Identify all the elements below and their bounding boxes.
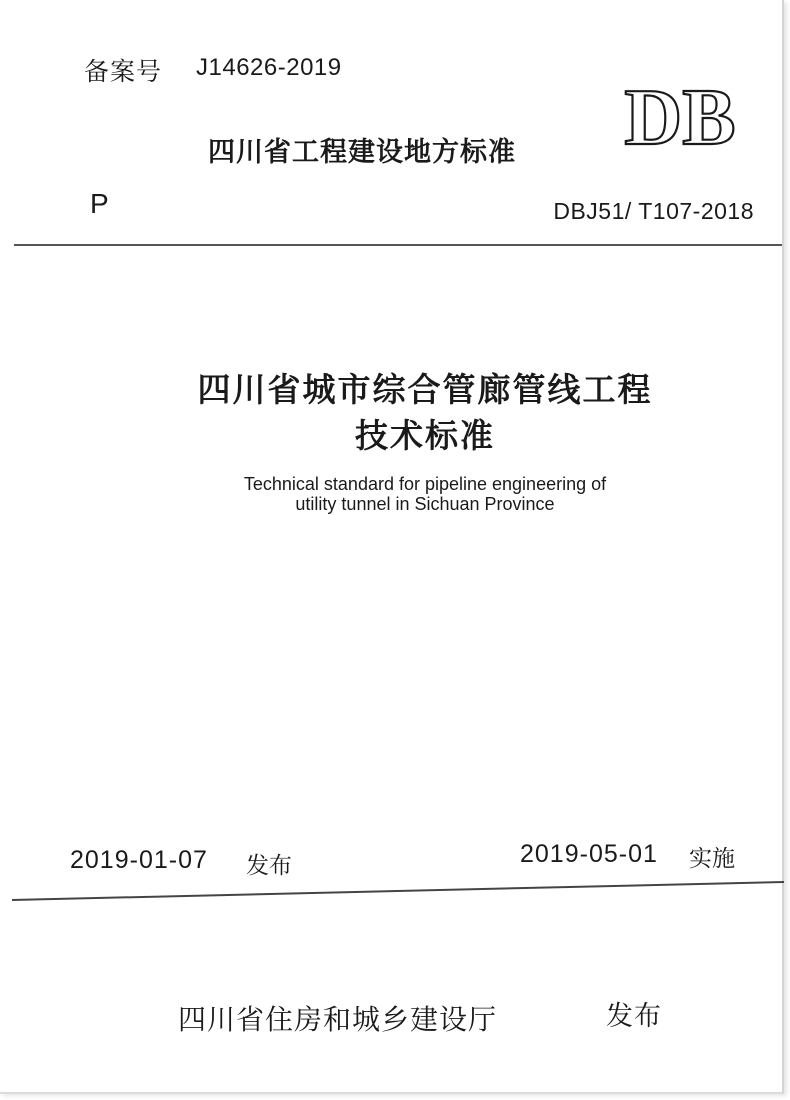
classification-code: P: [90, 188, 109, 219]
document-title-line-2: 技术标准: [355, 416, 495, 455]
db-logo: [600, 78, 760, 152]
bottom-divider: [12, 880, 784, 904]
effective-label: 实施: [689, 846, 735, 872]
issue-label: 发布: [246, 853, 292, 879]
publish-label: 发布: [606, 1001, 662, 1032]
publisher: 四川省住房和城乡建设厅: [178, 1003, 498, 1036]
record-number: J14626-2019: [196, 54, 342, 81]
db-logo-text: DB: [624, 78, 736, 152]
top-divider: [14, 244, 782, 246]
standard-category: 四川省工程建设地方标准: [208, 137, 516, 168]
english-title-line-1: Technical standard for pipeline engineering of: [243, 474, 607, 494]
standard-number: DBJ51/ T107-2018: [553, 198, 754, 224]
english-title-line-2: utility tunnel in Sichuan Province: [295, 494, 555, 514]
document-title-line-1: 四川省城市综合管廊管线工程: [197, 370, 653, 409]
effective-date: 2019-05-01: [520, 840, 658, 868]
issue-date: 2019-01-07: [70, 846, 208, 874]
record-label: 备案号: [84, 57, 163, 86]
